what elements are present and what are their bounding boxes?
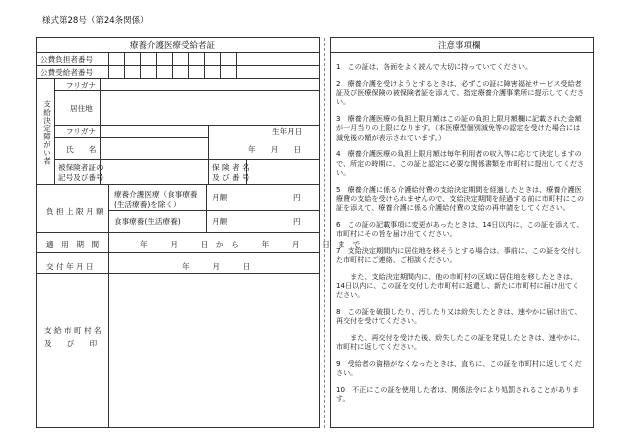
- limit-yen-2: 円: [293, 217, 301, 226]
- period-label: 適 用 期 間: [46, 240, 100, 249]
- insured-id-text: 被保険者証の 記号及び番号: [58, 163, 104, 182]
- note-item: 2 療養介護を受けようとするときは、必ずこの証に障害福祉サービス受給者証及び医療保険の被保険者証を添えて、指定療養介護事業所に提示してください。: [336, 78, 585, 107]
- birth-date: 年 月 日: [248, 145, 302, 154]
- issue-label: 交 付 年 月 日: [46, 262, 94, 271]
- insured-id-label: [58, 163, 104, 183]
- note-item: 6 この証の記載事項に変更があったときは、14日以内に、この証を添えて、市町村にその旨を届け出てください。: [336, 219, 584, 239]
- public-recipient-label: 公費受給者番号: [40, 68, 94, 77]
- note-item: 1 この証は、各面をよく読んで大切に持っていてください。: [336, 62, 533, 72]
- notes-title: 注意事項欄: [438, 41, 481, 51]
- birth-label: 生年月日: [272, 127, 303, 136]
- limit-yen-1: 円: [293, 193, 301, 202]
- municipality-text: 支 給 市 町 村 名 及 び 印: [44, 326, 102, 348]
- note-item: 3 療養介護医療の負担上限月額はこの証の負担上限月額欄に記載された金額が一月当りの上限になります。（本医療型個別減免等の認定を受けた場合には減免後の額が表示されています。）: [336, 113, 582, 142]
- fold-line: [324, 38, 325, 428]
- furigana2-label: フリガナ: [66, 127, 96, 136]
- note-item: 4 療養介護医療の負担上限月額は毎年利用者の収入等に応じて決定しますので、所定の時期に、この証と認定に必要な関係書類を市町村に提出してください。: [336, 149, 585, 178]
- issue-value: 年 月 日: [182, 262, 251, 271]
- insurer-label: [212, 163, 250, 183]
- notes-list: [336, 55, 586, 411]
- name-label: 氏 名: [66, 145, 97, 154]
- address-label: 居住地: [70, 104, 93, 113]
- note-item: 10 不正にこの証を使用した者は、関係法令により処罰されることがあります。: [336, 384, 580, 404]
- certificate-title: 療養介護医療受給者証: [130, 41, 216, 51]
- public-payer-label: 公費負担者番号: [40, 55, 94, 64]
- furigana1-label: フリガナ: [66, 81, 96, 90]
- limit-item1: 療養介護医療（食事療養(生活療養)を除く）: [114, 190, 198, 209]
- insurer-text: 保 険 者 名 及 び 番 号: [212, 163, 250, 182]
- note-item: 7 支給決定期間内に居住地を移そうとする場合は、事前に、この証を交付した市町村にご連絡、ご相談ください。: [336, 245, 582, 265]
- note-item: 9 受給者の資格がなくなったときは、直ちに、この証を市町村に返してください。: [336, 358, 582, 378]
- recipient-side-label: 支給決定障がい者: [42, 100, 52, 165]
- limit-item2: 食事療養(生活療養): [114, 217, 181, 226]
- note-item: また、支給決定期間内に、他の市町村の区域に居住地を移したときは、14日以内に、この証を交付した市町村に返還し、新たに市町村に届け出てください。: [336, 271, 580, 300]
- note-item: 5 療養介護に係る介護給付費の支給決定期間を経過したときは、療養介護医療費の支給を受けられませんので、支給決定期間を経過する前に市町村にこの証を添えて、療養介護に係る介護給付費の支給の再申請をしてください。: [336, 184, 585, 213]
- note-item: また、再交付を受けた後、紛失したこの証を発見したときは、速やかに、市町村に返してください。: [336, 332, 585, 352]
- municipality-label: [44, 324, 102, 350]
- limit-monthly-1: 月額: [212, 193, 228, 202]
- limit-monthly-2: 月額: [212, 217, 228, 226]
- form-id: 様式第28号（第24条関係）: [42, 16, 149, 26]
- note-item: 8 この証を破損したり、汚したり又は紛失したときは、速やかに届け出て、再交付を受けてください。: [336, 306, 582, 326]
- limit-label: 負 担 上 限 月 額: [46, 207, 104, 216]
- period-value: 年 月 日 か ら 年 月 日 ま で: [140, 240, 361, 249]
